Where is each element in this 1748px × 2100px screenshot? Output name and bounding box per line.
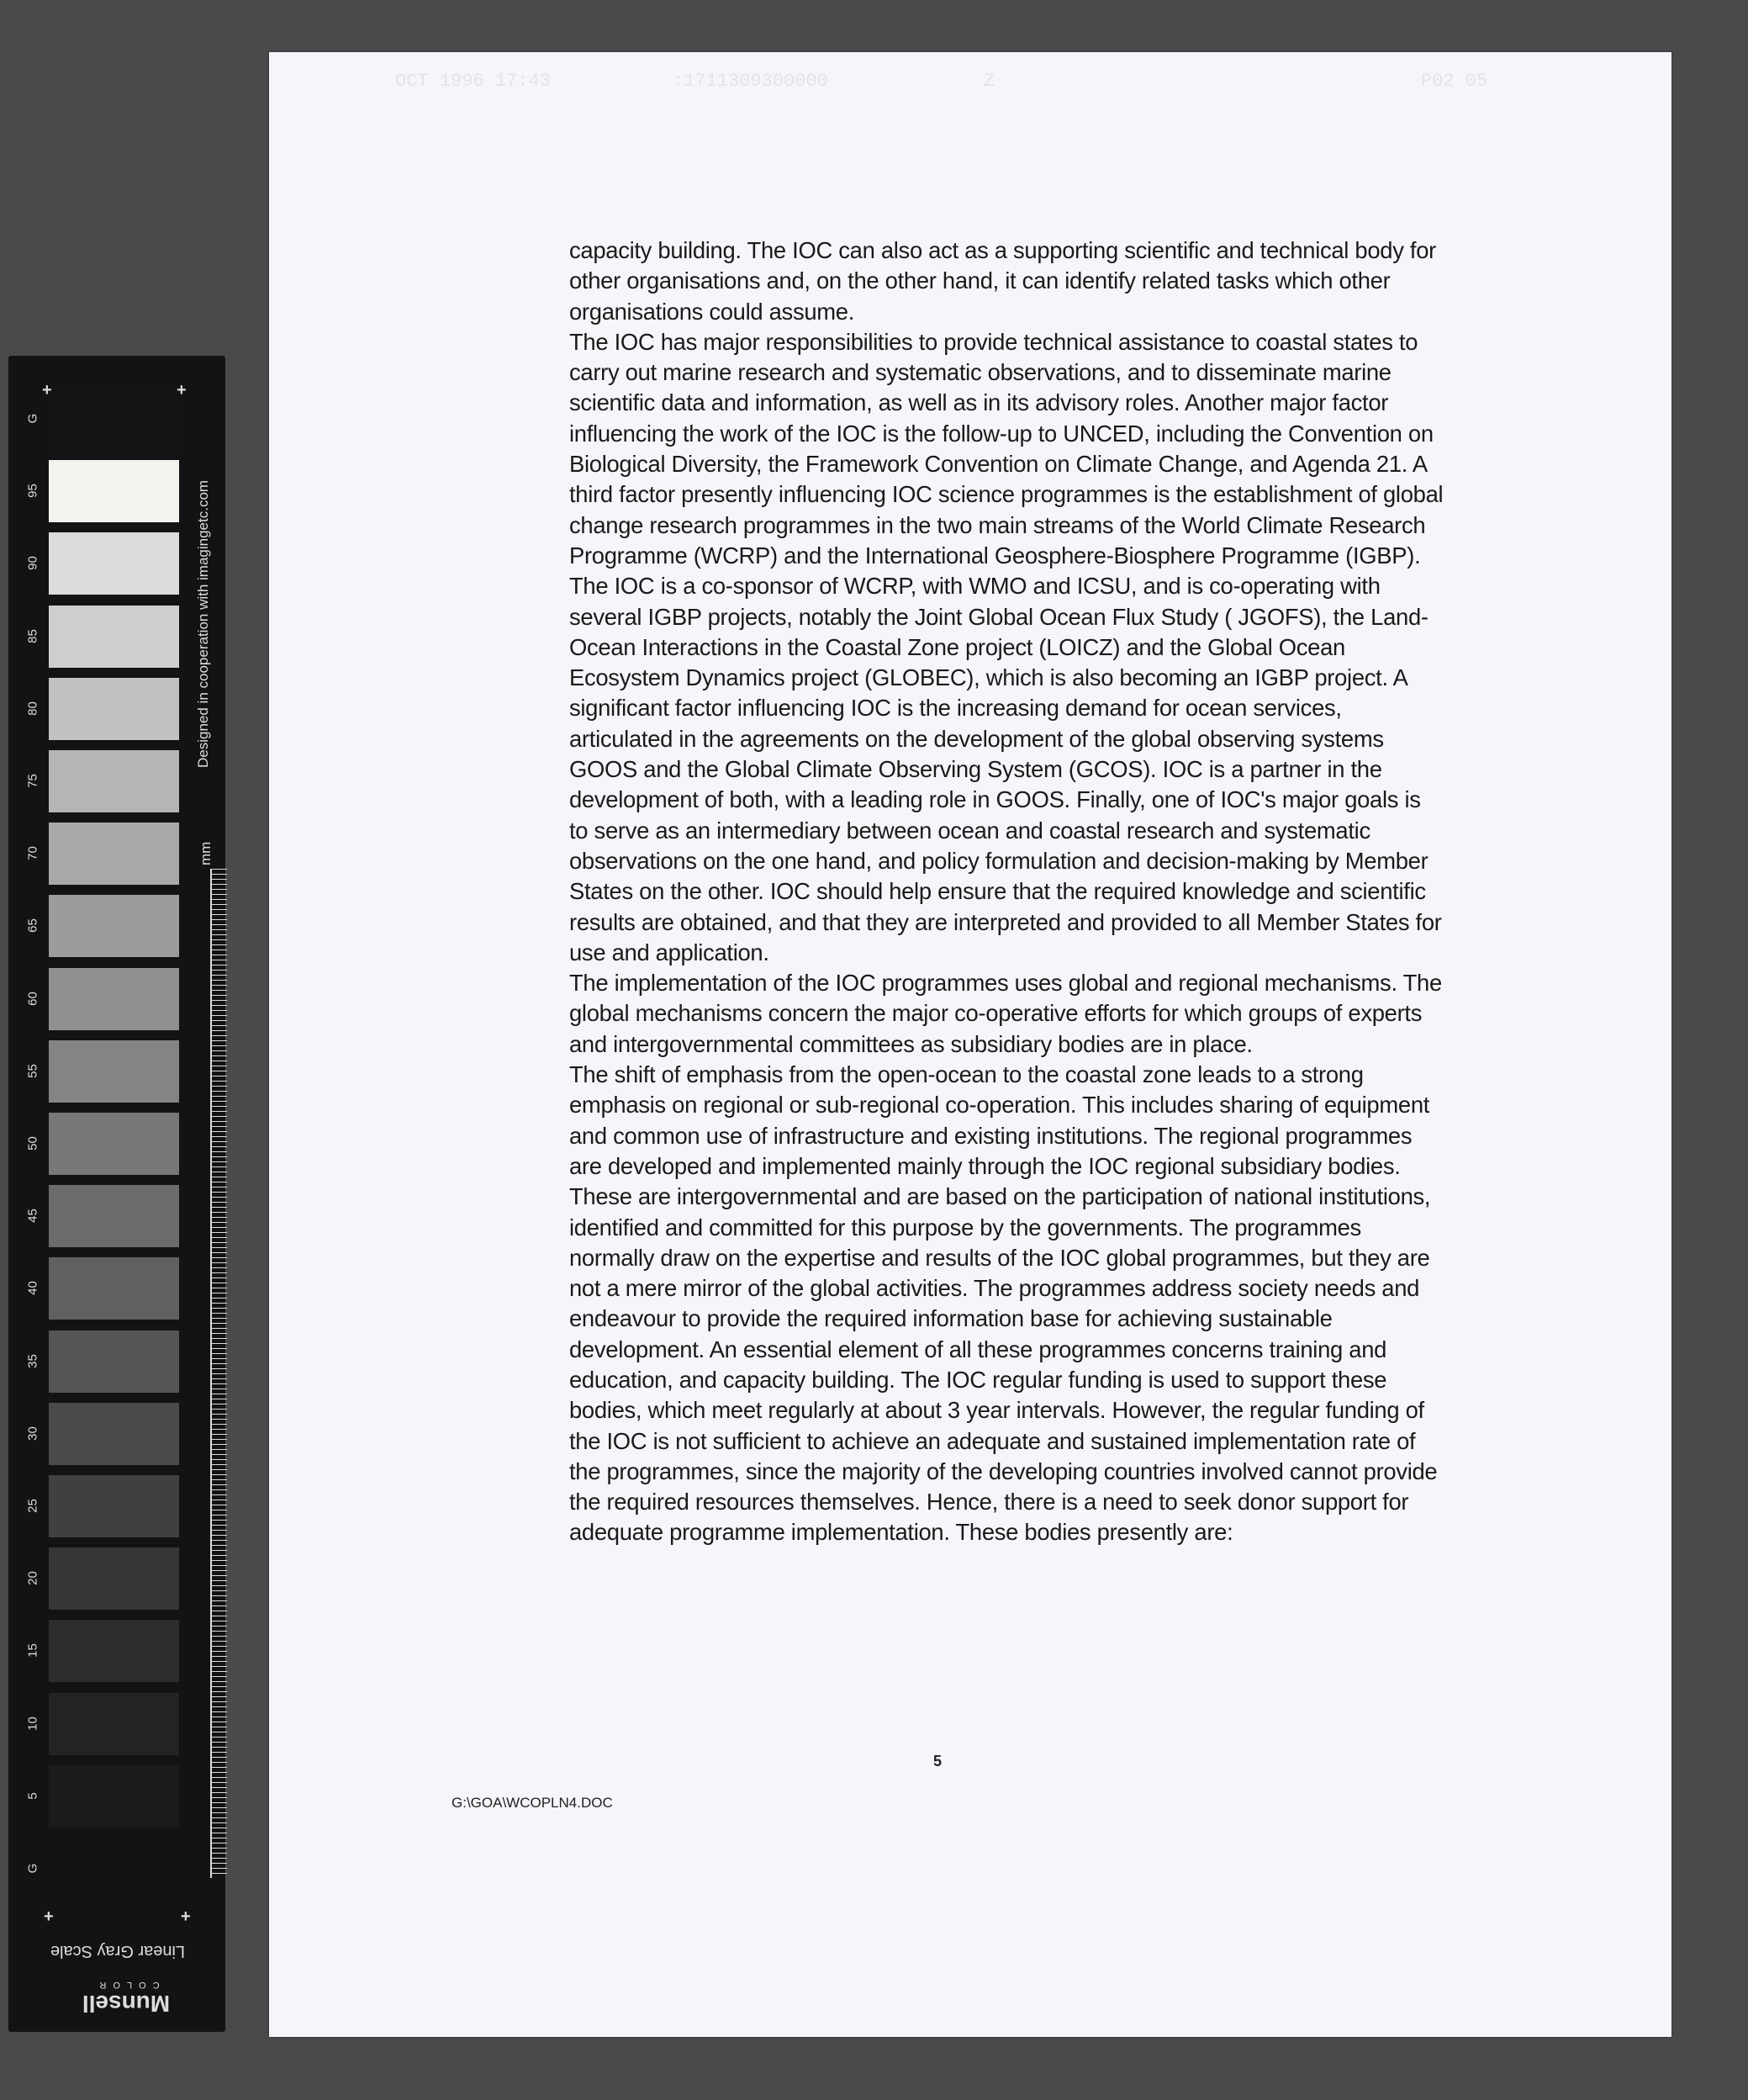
patch-label: 30 <box>25 1426 40 1441</box>
plus-mark: + <box>177 381 187 399</box>
patch-label: 15 <box>25 1643 40 1658</box>
gray-patch <box>49 678 179 740</box>
patch-label: 45 <box>25 1209 40 1224</box>
gray-patch <box>49 460 179 522</box>
file-path: G:\GOA\WCOPLN4.DOC <box>452 1795 613 1811</box>
patch-label: 10 <box>25 1716 40 1731</box>
fax-date-time: OCT 1996 17:43 <box>395 71 551 92</box>
gray-patch <box>49 1185 179 1247</box>
document-page <box>269 52 1671 2037</box>
paragraph: capacity building. The IOC can also act as a supporting scientific and technical body for other organisations and, on the other hand, it can identify related tasks which other organisations could assume. <box>569 237 1436 325</box>
patch-label: G <box>25 413 40 424</box>
gray-patch <box>49 1693 179 1755</box>
fax-mark: Z <box>984 71 995 92</box>
patch-label: 80 <box>25 701 40 716</box>
paragraph: The implementation of the IOC programmes uses global and regional mechanisms. The global mechanisms concern the major co-operative efforts for which groups of experts and intergovernmental committees as subsidiary bodies are in place. <box>569 970 1442 1057</box>
plus-mark: + <box>181 1907 191 1926</box>
plus-mark: + <box>42 381 52 399</box>
fax-number: :1711309300000 <box>673 71 828 92</box>
patch-label: G <box>25 1863 40 1874</box>
mm-ruler <box>210 869 227 1878</box>
patch-label: 65 <box>25 918 40 934</box>
scale-name: Linear Gray Scale <box>50 1942 186 1960</box>
gray-patch <box>49 1403 179 1465</box>
gray-patch <box>49 1547 179 1610</box>
patch-label: 5 <box>25 1792 40 1800</box>
page-number: 5 <box>933 1753 943 1769</box>
gray-patch <box>49 1475 179 1537</box>
patch-label: 40 <box>25 1281 40 1296</box>
plus-mark: + <box>44 1907 54 1926</box>
gray-patch <box>49 1040 179 1103</box>
patch-label: 75 <box>25 774 40 788</box>
patch-label: 55 <box>25 1063 40 1078</box>
gray-patch <box>49 1838 179 1900</box>
gray-patch <box>49 968 179 1030</box>
gray-patch <box>49 1257 179 1320</box>
gray-patch <box>49 1620 179 1682</box>
gray-patch <box>49 1765 179 1828</box>
gray-patch <box>49 388 179 450</box>
gray-patch <box>49 1113 179 1175</box>
gray-patch <box>49 532 179 595</box>
patch-label: 35 <box>25 1353 40 1368</box>
patch-label: 20 <box>25 1571 40 1586</box>
designed-by-text: Designed in cooperation with imagingetc.com <box>195 479 211 768</box>
patch-label: 25 <box>25 1499 40 1513</box>
gray-patch <box>49 895 179 957</box>
gray-patch <box>49 1330 179 1393</box>
patch-label: 95 <box>25 484 40 499</box>
patch-label: 70 <box>25 846 40 861</box>
gray-patch <box>49 823 179 885</box>
patch-label: 85 <box>25 628 40 643</box>
fax-header <box>395 71 1572 99</box>
patch-label: 60 <box>25 991 40 1006</box>
patch-label: 90 <box>25 556 40 571</box>
fax-page: P02 05 <box>1421 71 1488 92</box>
gray-scale-strip <box>8 356 225 2032</box>
gray-patch <box>49 606 179 668</box>
patch-label: 50 <box>25 1136 40 1151</box>
munsell-logo <box>50 1966 202 2017</box>
paragraph: The IOC has major responsibilities to provide technical assistance to coastal states to carry out marine research and systematic observations, and to disseminate marine scientific data and information, as well as in its advisory roles. Another major factor influencing the work of the IOC is the follow-up to UNCED, including the Convention on Biological Diversity, the Framework Convention on Climate Change, and Agenda 21. A third factor presently influencing IOC science programmes is the establishment of global change research programmes in the two main streams of the World Climate Research Programme (WCRP) and the International Geosphere-Biosphere Programme (IGBP). The IOC is a co-sponsor of WCRP, with WMO and ICSU, and is co-operating with several IGBP projects, notably the Joint Global Ocean Flux Study ( JGOFS), the Land-Ocean Interactions in the Coastal Zone project (LOICZ) and the Global Ocean Ecosystem Dynamics project (GLOBEC), which is also becoming an IGBP project. A significant factor influencing IOC is the increasing demand for ocean services, articulated in the agreements on the development of the global observing systems GOOS and the Global Climate Observing System (GCOS). IOC is a partner in the development of both, with a leading role in GOOS. Finally, one of IOC's major goals is to serve as an intermediary between ocean and coastal research and systematic observations on the one hand, and policy formulation and decision-making by Member States on the other. IOC should help ensure that the required knowledge and scientific results are obtained, and that they are interpreted and provided to all Member States for use and application. <box>569 328 1444 965</box>
paragraph: The shift of emphasis from the open-ocean to the coastal zone leads to a strong emphasis on regional or sub-regional co-operation. This includes sharing of equipment and common use of infrastructure and existing institutions. The regional programmes are developed and implemented mainly through the IOC regional subsidiary bodies. These are intergovernmental and are based on the participation of national institutions, identified and committed for this purpose by the governments. The programmes normally draw on the expertise and results of the IOC global programmes, but they are not a mere mirror of the global activities. The programmes address society needs and endeavour to provide the required information base for achieving sustainable development. An essential element of all these programmes concerns training and education, and capacity building. The IOC regular funding is used to support these bodies, which meet regularly at about 3 year intervals. However, the regular funding of the IOC is not sufficient to achieve an adequate and sustained implementation rate of the programmes, since the majority of the developing countries involved cannot provide the required resources themselves. Hence, there is a need to seek donor support for adequate programme implementation. These bodies presently are: <box>569 1061 1438 1546</box>
brand-sub: COLOR <box>92 1980 160 1990</box>
brand-name: Munsell <box>82 1991 171 2017</box>
gray-patch <box>49 750 179 812</box>
body-text <box>569 235 1444 1548</box>
mm-label: mm <box>198 841 214 865</box>
